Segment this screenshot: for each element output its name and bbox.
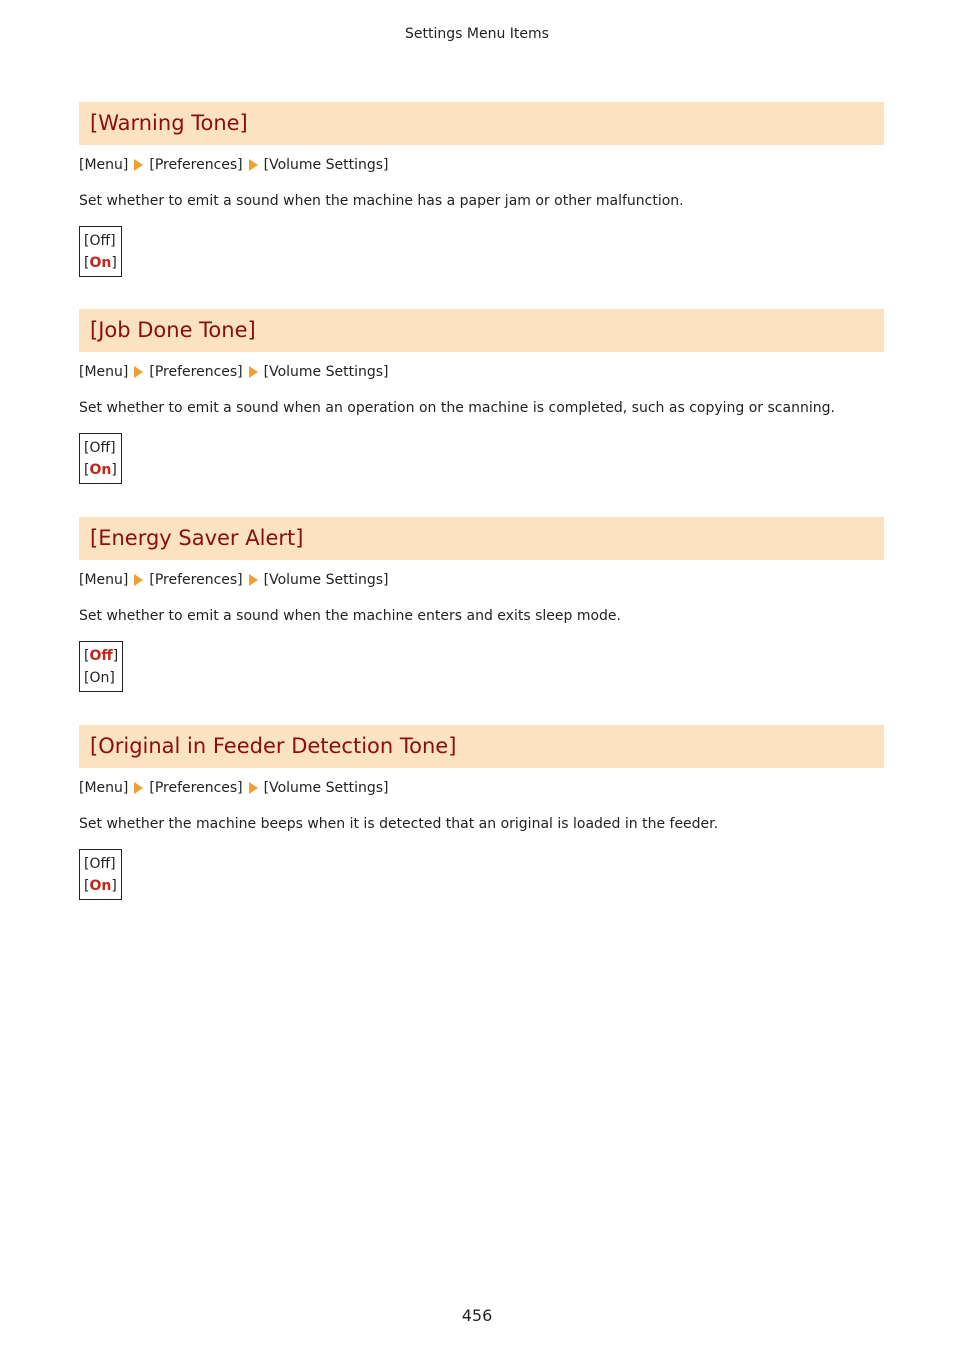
breadcrumb-item-preferences: [Preferences]: [149, 157, 243, 173]
option-label: On: [89, 255, 112, 271]
option-label: On: [89, 670, 110, 686]
option-on: [On]: [84, 255, 117, 271]
breadcrumb-item-menu: [Menu]: [79, 780, 129, 796]
triangle-right-icon: [134, 574, 143, 586]
page-number: 456: [461, 1306, 493, 1325]
section-title: [Energy Saver Alert]: [79, 517, 884, 560]
section-title: [Warning Tone]: [79, 102, 884, 145]
triangle-right-icon: [134, 782, 143, 794]
breadcrumb-item-volume-settings: [Volume Settings]: [263, 572, 389, 588]
option-off: [Off]: [84, 648, 119, 664]
option-on: [On]: [84, 670, 115, 686]
options-box: [79, 849, 122, 900]
breadcrumb: [79, 571, 884, 589]
section-job-done-tone: [79, 309, 884, 484]
triangle-right-icon: [249, 574, 258, 586]
option-label: Off: [89, 856, 111, 872]
breadcrumb-item-preferences: [Preferences]: [149, 572, 243, 588]
option-label: Off: [89, 233, 111, 249]
section-description: Set whether the machine beeps when it is detected that an original is loaded in the feeder.: [79, 816, 719, 832]
section-original-in-feeder-detection-tone: [79, 725, 884, 900]
breadcrumb: [79, 779, 884, 797]
breadcrumb-item-preferences: [Preferences]: [149, 780, 243, 796]
option-label: Off: [89, 440, 111, 456]
option-off: [Off]: [84, 440, 116, 456]
triangle-right-icon: [134, 159, 143, 171]
option-on: [On]: [84, 878, 117, 894]
triangle-right-icon: [249, 782, 258, 794]
running-header: Settings Menu Items: [405, 26, 549, 42]
section-title: [Job Done Tone]: [79, 309, 884, 352]
breadcrumb-item-volume-settings: [Volume Settings]: [263, 364, 389, 380]
section-energy-saver-alert: [79, 517, 884, 692]
options-box: [79, 226, 122, 277]
option-label: On: [89, 878, 112, 894]
section-description: Set whether to emit a sound when an operation on the machine is completed, such as copying or scanning.: [79, 400, 835, 416]
section-title: [Original in Feeder Detection Tone]: [79, 725, 884, 768]
option-off: [Off]: [84, 233, 116, 249]
breadcrumb-item-preferences: [Preferences]: [149, 364, 243, 380]
breadcrumb-item-menu: [Menu]: [79, 572, 129, 588]
option-label: Off: [89, 648, 113, 664]
section-warning-tone: [79, 102, 884, 277]
options-box: [79, 433, 122, 484]
breadcrumb-item-volume-settings: [Volume Settings]: [263, 780, 389, 796]
triangle-right-icon: [249, 366, 258, 378]
option-on: [On]: [84, 462, 117, 478]
section-description: Set whether to emit a sound when the machine has a paper jam or other malfunction.: [79, 193, 684, 209]
option-off: [Off]: [84, 856, 116, 872]
option-label: On: [89, 462, 112, 478]
options-box: [79, 641, 123, 692]
breadcrumb: [79, 363, 884, 381]
breadcrumb: [79, 156, 884, 174]
breadcrumb-item-menu: [Menu]: [79, 157, 129, 173]
breadcrumb-item-volume-settings: [Volume Settings]: [263, 157, 389, 173]
breadcrumb-item-menu: [Menu]: [79, 364, 129, 380]
triangle-right-icon: [134, 366, 143, 378]
section-description: Set whether to emit a sound when the machine enters and exits sleep mode.: [79, 608, 621, 624]
triangle-right-icon: [249, 159, 258, 171]
